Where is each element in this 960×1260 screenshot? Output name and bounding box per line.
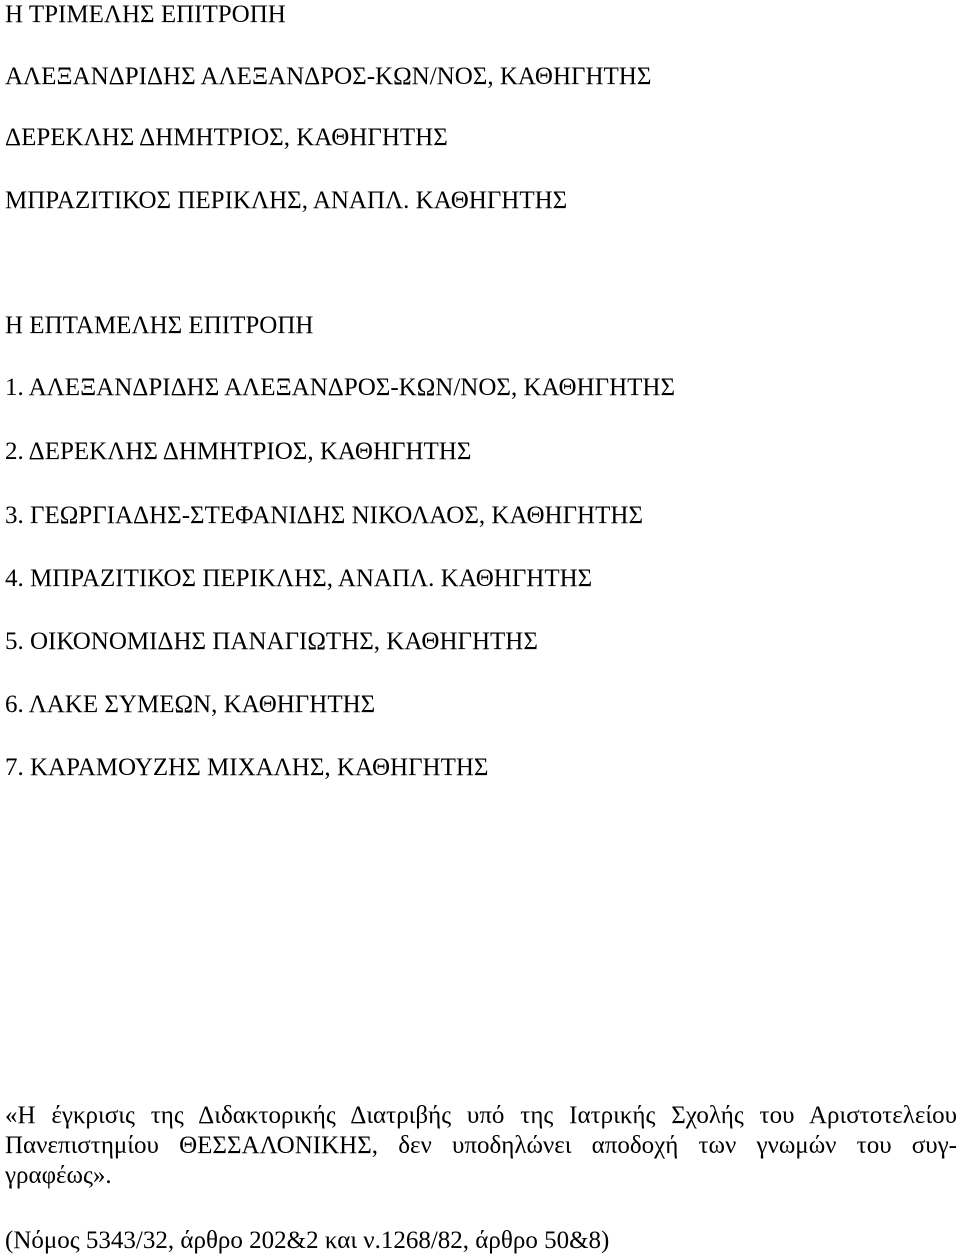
seven-member-committee-heading: Η ΕΠΤΑΜΕΛΗΣ ΕΠΙΤΡΟΠΗ <box>5 312 314 339</box>
three-member-committee-heading: Η ΤΡΙΜΕΛΗΣ ΕΠΙΤΡΟΠΗ <box>5 1 286 28</box>
seven-member-committee-member-1: 1. ΑΛΕΞΑΝΔΡΙΔΗΣ ΑΛΕΞΑΝΔΡΟΣ-ΚΩΝ/ΝΟΣ, ΚΑΘΗΓΗΤΗΣ <box>5 374 676 401</box>
seven-member-committee-member-3: 3. ΓΕΩΡΓΙΑΔΗΣ-ΣΤΕΦΑΝΙΔΗΣ ΝΙΚΟΛΑΟΣ, ΚΑΘΗΓΗΤΗΣ <box>5 502 643 529</box>
disclaimer-line-2: Πανεπιστημίου ΘΕΣΣΑΛΟΝΙΚΗΣ, δεν υποδηλώνει αποδοχή των γνωμών του συγ- <box>5 1132 957 1159</box>
disclaimer-paragraph <box>5 1101 957 1191</box>
seven-member-committee-member-2: 2. ΔΕΡΕΚΛΗΣ ΔΗΜΗΤΡΙΟΣ, ΚΑΘΗΓΗΤΗΣ <box>5 438 472 465</box>
three-member-committee-member-1: ΑΛΕΞΑΝΔΡΙΔΗΣ ΑΛΕΞΑΝΔΡΟΣ-ΚΩΝ/ΝΟΣ, ΚΑΘΗΓΗΤΗΣ <box>5 63 652 90</box>
seven-member-committee-member-4: 4. ΜΠΡΑΖΙΤΙΚΟΣ ΠΕΡΙΚΛΗΣ, ΑΝΑΠΛ. ΚΑΘΗΓΗΤΗΣ <box>5 565 593 592</box>
law-reference: (Νόμος 5343/32, άρθρο 202&2 και ν.1268/82, άρθρο 50&8) <box>5 1227 610 1254</box>
three-member-committee-member-2: ΔΕΡΕΚΛΗΣ ΔΗΜΗΤΡΙΟΣ, ΚΑΘΗΓΗΤΗΣ <box>5 124 448 151</box>
three-member-committee-member-3: ΜΠΡΑΖΙΤΙΚΟΣ ΠΕΡΙΚΛΗΣ, ΑΝΑΠΛ. ΚΑΘΗΓΗΤΗΣ <box>5 187 568 214</box>
seven-member-committee-member-5: 5. ΟΙΚΟΝΟΜΙΔΗΣ ΠΑΝΑΓΙΩΤΗΣ, ΚΑΘΗΓΗΤΗΣ <box>5 628 538 655</box>
seven-member-committee-member-6: 6. ΛΑΚΕ ΣΥΜΕΩΝ, ΚΑΘΗΓΗΤΗΣ <box>5 691 376 718</box>
seven-member-committee-member-7: 7. ΚΑΡΑΜΟΥΖΗΣ ΜΙΧΑΛΗΣ, ΚΑΘΗΓΗΤΗΣ <box>5 754 489 781</box>
disclaimer-line-1: «Η έγκρισις της Διδακτορικής Διατριβής υπό της Ιατρικής Σχολής του Αριστοτελείου <box>5 1102 957 1129</box>
disclaimer-line-3: γραφέως». <box>5 1162 112 1189</box>
